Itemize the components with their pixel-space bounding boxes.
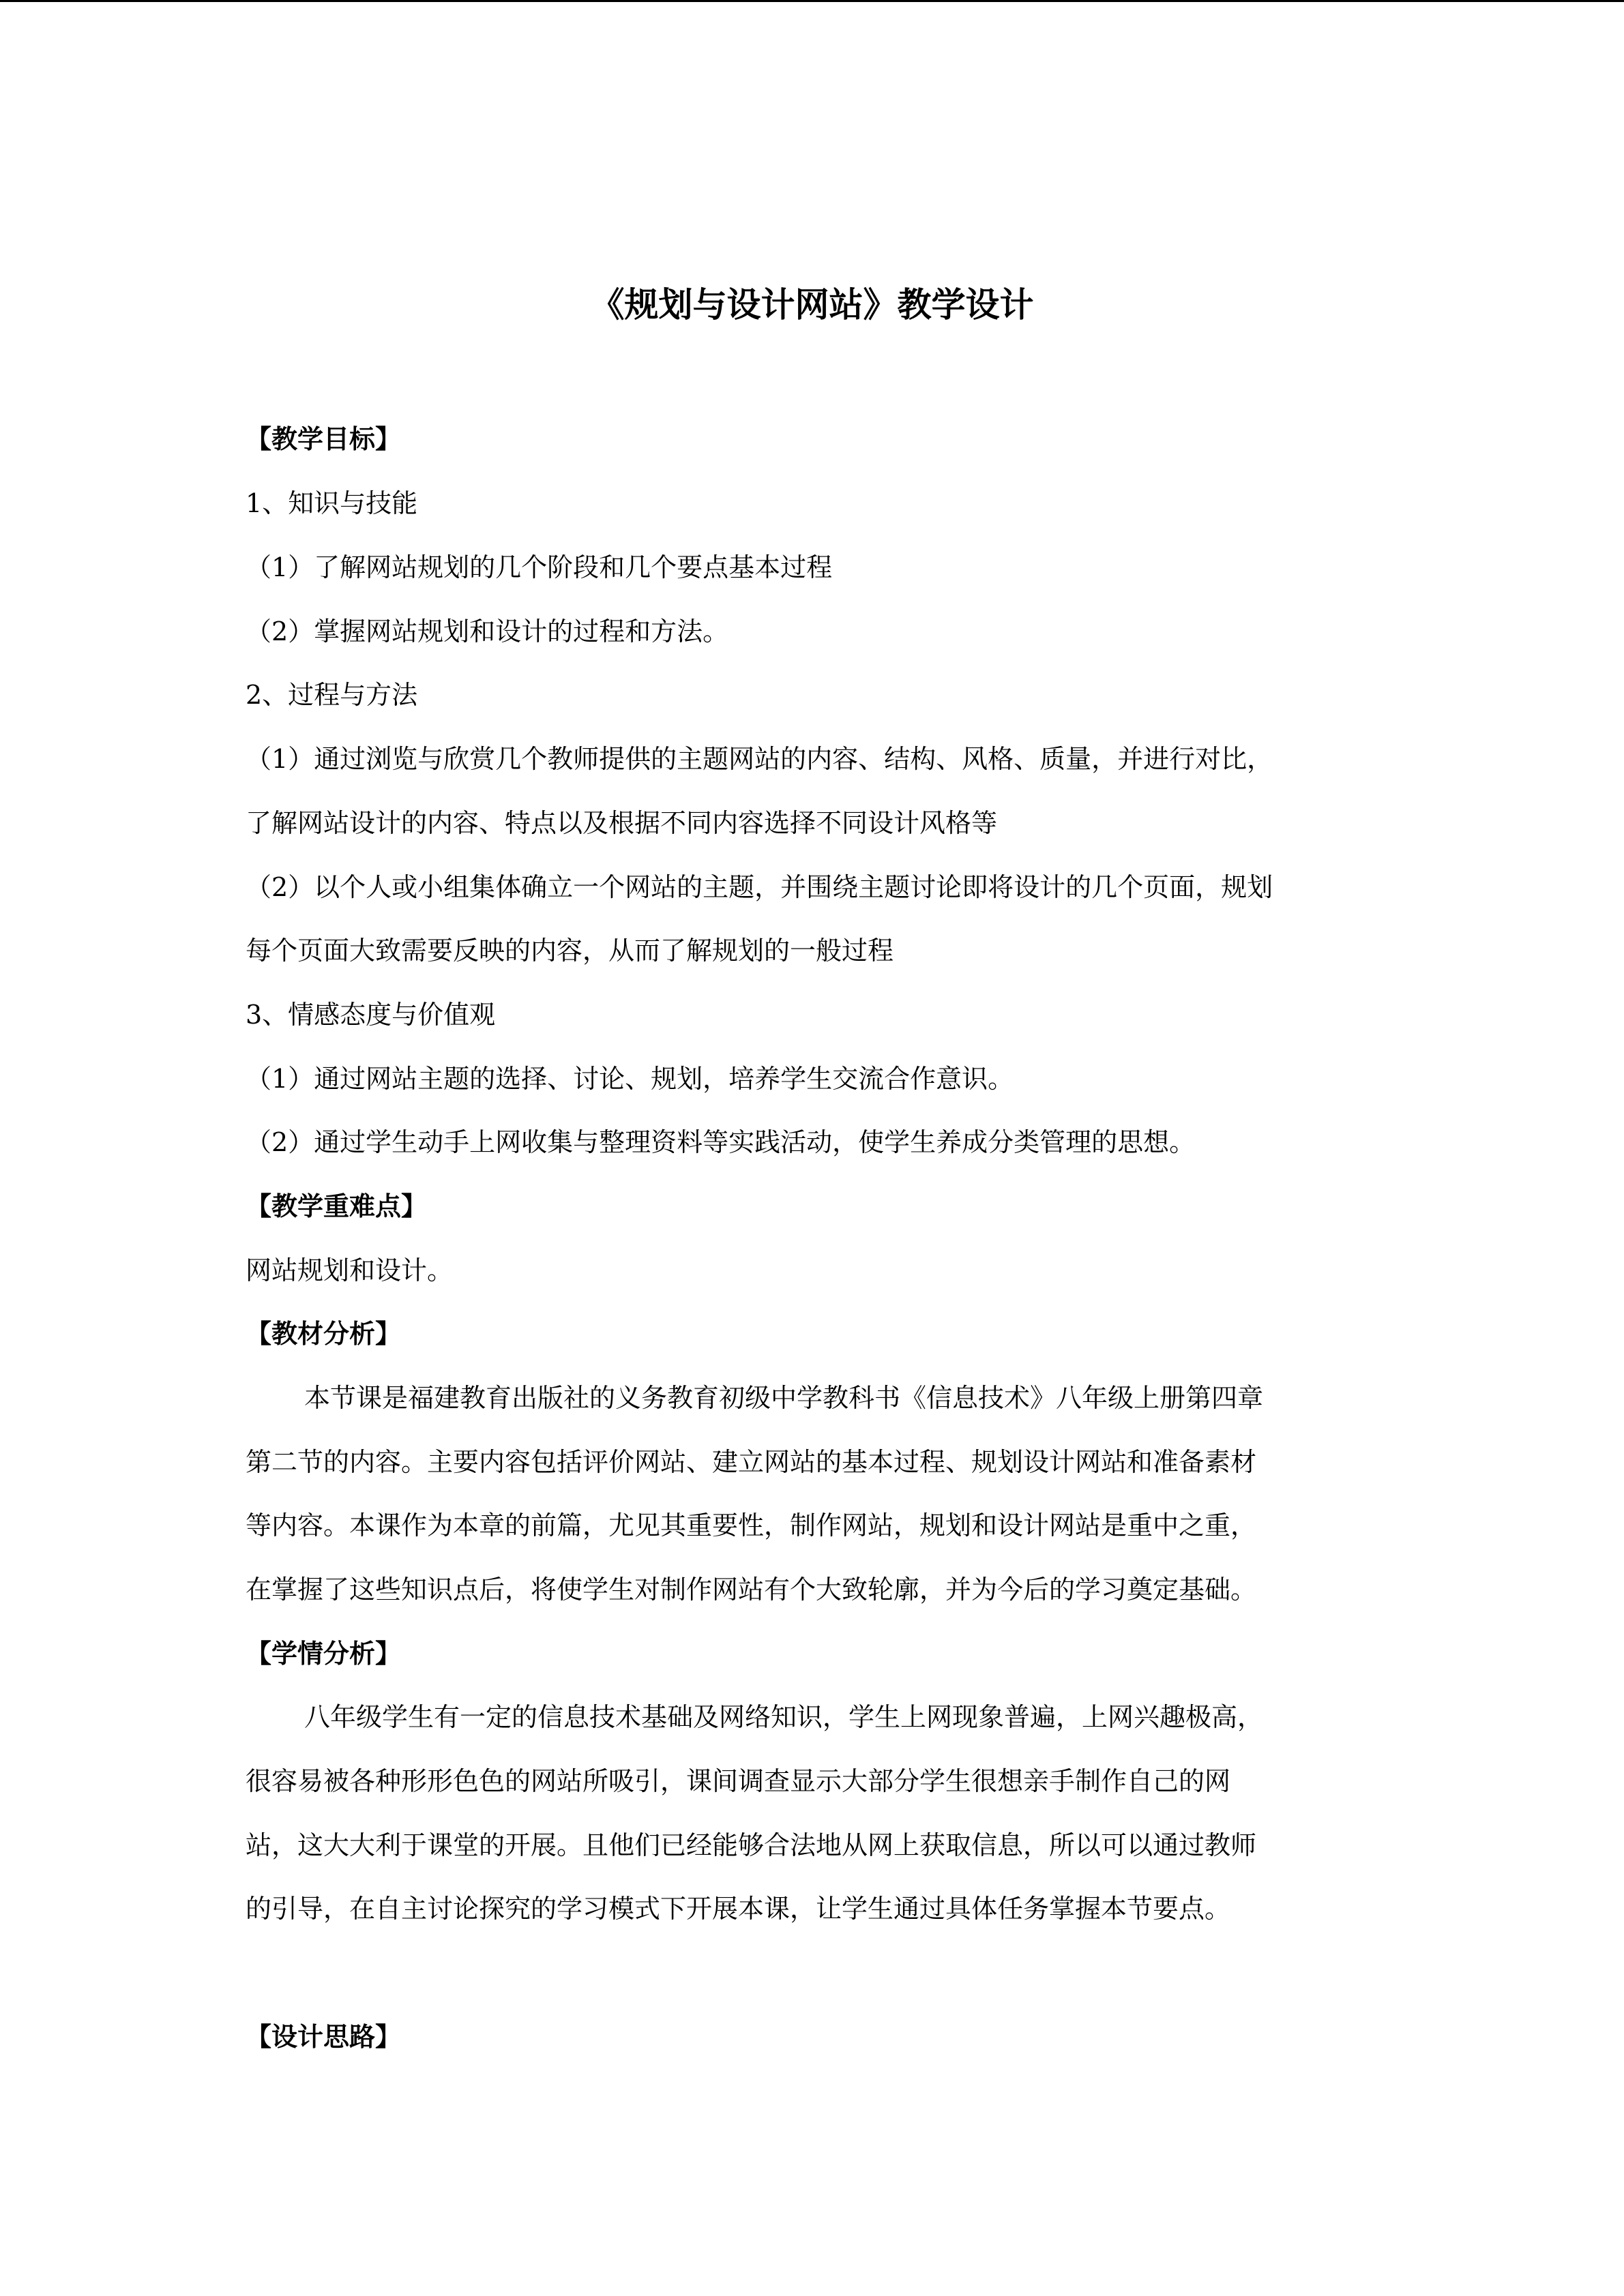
key-points-text: 网站规划和设计。	[246, 1255, 454, 1285]
material-analysis-heading: 【教材分析】	[246, 1319, 402, 1349]
student-analysis-line-2: 很容易被各种形形色色的网站所吸引，课间调查显示大部分学生很想亲手制作自己的网	[246, 1766, 1231, 1796]
key-points-heading: 【教学重难点】	[246, 1191, 428, 1221]
emotion-values-label: 3、情感态度与价值观	[246, 1000, 496, 1030]
document-title: 《规划与设计网站》教学设计	[590, 285, 1034, 325]
knowledge-item-2: （2）掌握网站规划和设计的过程和方法。	[246, 616, 729, 646]
process-item-2-line-2: 每个页面大致需要反映的内容，从而了解规划的一般过程	[246, 936, 894, 966]
emotion-item-1: （1）通过网站主题的选择、讨论、规划，培养学生交流合作意识。	[246, 1064, 1014, 1094]
design-idea-heading: 【设计思路】	[246, 2022, 402, 2052]
material-analysis-line-1: 本节课是福建教育出版社的义务教育初级中学教科书《信息技术》八年级上册第四章	[304, 1383, 1264, 1413]
student-analysis-line-4: 的引导，在自主讨论探究的学习模式下开展本课，让学生通过具体任务掌握本节要点。	[246, 1894, 1231, 1924]
objectives-heading: 【教学目标】	[246, 424, 402, 454]
emotion-item-2: （2）通过学生动手上网收集与整理资料等实践活动，使学生养成分类管理的思想。	[246, 1127, 1196, 1157]
process-item-1-line-1: （1）通过浏览与欣赏几个教师提供的主题网站的内容、结构、风格、质量，并进行对比，	[246, 744, 1273, 774]
student-analysis-heading: 【学情分析】	[246, 1639, 402, 1669]
process-item-1-line-2: 了解网站设计的内容、特点以及根据不同内容选择不同设计风格等	[246, 808, 998, 838]
material-analysis-line-3: 等内容。本课作为本章的前篇，尤见其重要性，制作网站，规划和设计网站是重中之重，	[246, 1510, 1257, 1540]
material-analysis-line-2: 第二节的内容。主要内容包括评价网站、建立网站的基本过程、规划设计网站和准备素材	[246, 1447, 1257, 1477]
student-analysis-line-1: 八年级学生有一定的信息技术基础及网络知识，学生上网现象普遍，上网兴趣极高，	[304, 1702, 1264, 1732]
process-item-2-line-1: （2）以个人或小组集体确立一个网站的主题，并围绕主题讨论即将设计的几个页面，规划	[246, 872, 1273, 902]
student-analysis-line-3: 站，这大大利于课堂的开展。且他们已经能够合法地从网上获取信息，所以可以通过教师	[246, 1830, 1257, 1860]
material-analysis-line-4: 在掌握了这些知识点后，将使学生对制作网站有个大致轮廓，并为今后的学习奠定基础。	[246, 1575, 1257, 1605]
knowledge-item-1: （1）了解网站规划的几个阶段和几个要点基本过程	[246, 552, 833, 582]
knowledge-skills-label: 1、知识与技能	[246, 488, 418, 518]
top-border-line	[0, 0, 1624, 2]
process-methods-label: 2、过程与方法	[246, 680, 418, 710]
